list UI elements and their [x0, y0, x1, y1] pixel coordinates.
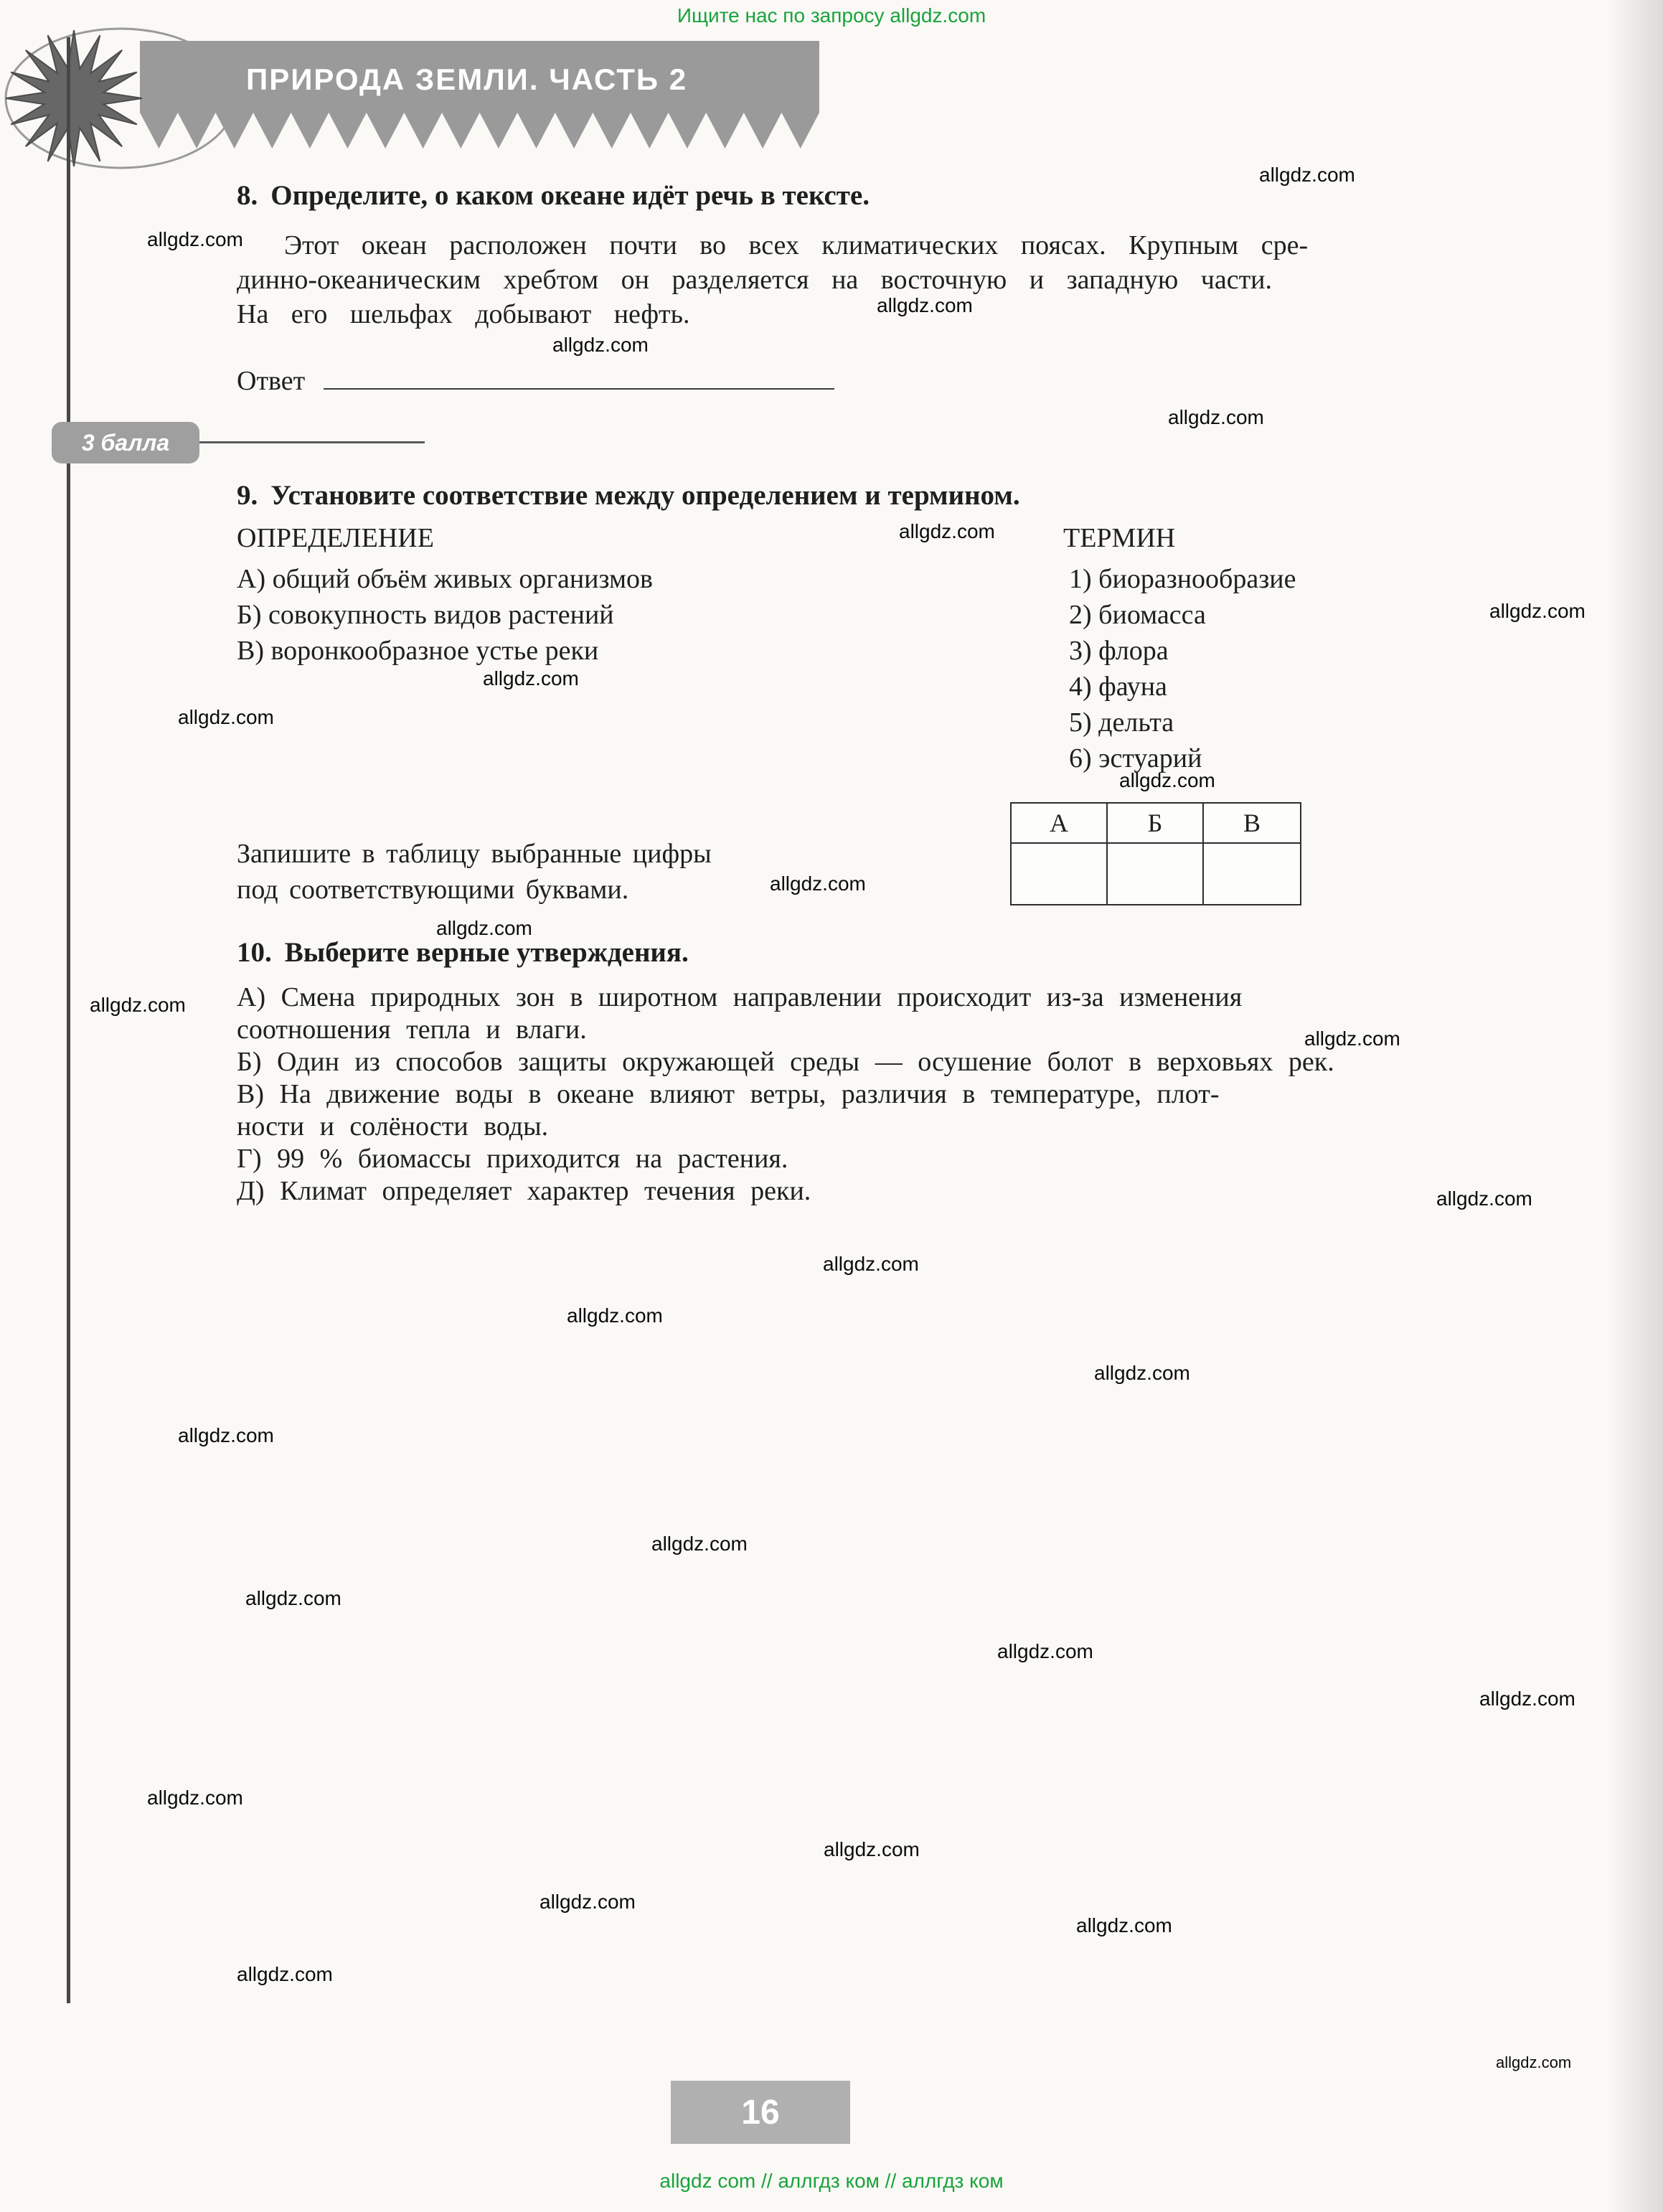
- definition-item: В) воронкообразное устье реки: [237, 636, 599, 666]
- scan-edge-shadow: [1607, 0, 1663, 2212]
- match-table-header-cell: А: [1012, 804, 1108, 844]
- task9-instruction: [237, 836, 712, 908]
- score-badge: 3 балла: [52, 422, 199, 463]
- task10-statement-line: соотношения тепла и влаги.: [237, 1015, 587, 1045]
- definition-item: Б) совокупность видов растений: [237, 600, 614, 630]
- watermark: allgdz.com: [1304, 1027, 1400, 1050]
- watermark: allgdz.com: [178, 706, 274, 728]
- watermark: allgdz.com: [237, 1963, 333, 1985]
- task8-heading: [237, 179, 870, 212]
- watermark: allgdz.com: [997, 1640, 1093, 1662]
- answer-label: Ответ: [237, 366, 306, 396]
- watermark: allgdz.com: [824, 1838, 920, 1860]
- page-number: 16: [671, 2081, 850, 2144]
- task10-statement-line: ности и солёности воды.: [237, 1111, 549, 1142]
- task10-statement-line: А) Смена природных зон в широтном направлении происходит из-за изменения: [237, 982, 1243, 1012]
- task8-paragraph-line: динно-океаническим хребтом он разделяется на восточную и западную части.: [237, 265, 1273, 295]
- match-table-header-cell: Б: [1108, 804, 1204, 844]
- watermark: allgdz.com: [1479, 1688, 1575, 1710]
- watermark: allgdz.com: [147, 228, 243, 250]
- match-table-answer-cell: [1204, 844, 1300, 904]
- watermark: allgdz.com: [651, 1533, 748, 1555]
- match-table-answer-row: [1012, 844, 1300, 904]
- match-table-header-row: [1012, 804, 1300, 844]
- watermark: allgdz.com: [877, 294, 973, 316]
- watermark: allgdz.com: [90, 994, 186, 1016]
- watermark: allgdz.com: [1496, 2053, 1572, 2071]
- definitions-column-header: ОПРЕДЕЛЕНИЕ: [237, 523, 434, 553]
- watermark: allgdz.com: [567, 1304, 663, 1327]
- terms-column-header: ТЕРМИН: [1063, 523, 1176, 553]
- margin-rule: [67, 37, 70, 2003]
- match-table-answer-cell: [1012, 844, 1108, 904]
- footer-links: allgdz com // аллгдз ком // аллгдз ком: [659, 2170, 1004, 2192]
- task8-number: 8.: [237, 180, 258, 211]
- task9-instruction-line: под соответствующими буквами.: [237, 875, 629, 905]
- watermark: allgdz.com: [552, 334, 649, 356]
- term-item: 1) биоразнообразие: [1069, 564, 1296, 594]
- task10-number: 10.: [237, 937, 272, 968]
- task9-heading: [237, 479, 1020, 512]
- promo-banner-text: Ищите нас по запросу allgdz.com: [677, 4, 986, 27]
- watermark: allgdz.com: [245, 1587, 341, 1609]
- definitions-list: [237, 561, 653, 669]
- watermark: allgdz.com: [147, 1787, 243, 1809]
- watermark: allgdz.com: [770, 872, 866, 895]
- watermark: allgdz.com: [1168, 406, 1264, 428]
- match-table-answer-cell: [1108, 844, 1204, 904]
- task8-paragraph-line: Этот океан расположен почти во всех климатических поясах. Крупным сре-: [284, 230, 1309, 260]
- task10-title: Выберите верные утверждения.: [284, 937, 689, 968]
- watermark: allgdz.com: [1119, 769, 1215, 791]
- watermark: allgdz.com: [1436, 1187, 1532, 1210]
- task10-heading: [237, 936, 689, 969]
- watermark: allgdz.com: [483, 667, 579, 690]
- watermark: allgdz.com: [178, 1424, 274, 1446]
- task10-statement-line: Б) Один из способов защиты окружающей среды — осушение болот в верховьях рек.: [237, 1047, 1334, 1077]
- watermark: allgdz.com: [1094, 1362, 1190, 1384]
- watermark: allgdz.com: [540, 1891, 636, 1913]
- match-answer-table: [1010, 802, 1301, 905]
- task8-paragraph-line: На его шельфах добывают нефть.: [237, 299, 690, 329]
- terms-list: [1069, 561, 1296, 776]
- match-table-header-cell: В: [1204, 804, 1300, 844]
- watermark: allgdz.com: [1489, 600, 1586, 622]
- task9-number: 9.: [237, 480, 258, 511]
- task10-statement-line: В) На движение воды в океане влияют ветры, различия в температуре, плот-: [237, 1079, 1220, 1109]
- watermark: allgdz.com: [899, 520, 995, 542]
- term-item: 5) дельта: [1069, 707, 1174, 738]
- term-item: 6) эстуарий: [1069, 743, 1202, 773]
- term-item: 2) биомасса: [1069, 600, 1206, 630]
- watermark: allgdz.com: [436, 917, 532, 939]
- score-badge-rule: [199, 441, 425, 443]
- task10-statements: [237, 982, 1499, 1208]
- watermark: allgdz.com: [1259, 164, 1355, 186]
- task8-paragraph: [237, 228, 1499, 331]
- definition-item: А) общий объём живых организмов: [237, 564, 653, 594]
- term-item: 4) фауна: [1069, 672, 1167, 702]
- chapter-title: ПРИРОДА ЗЕМЛИ. ЧАСТЬ 2: [246, 62, 688, 96]
- task9-instruction-line: Запишите в таблицу выбранные цифры: [237, 839, 712, 869]
- term-item: 3) флора: [1069, 636, 1169, 666]
- answer-blank-line: [324, 362, 834, 390]
- task8-answer-row: [237, 362, 834, 397]
- task10-statement-line: Г) 99 % биомассы приходится на растения.: [237, 1144, 788, 1174]
- watermark: allgdz.com: [823, 1253, 919, 1275]
- task10-statement-line: Д) Климат определяет характер течения реки.: [237, 1176, 811, 1206]
- starburst-icon: [0, 23, 244, 181]
- task9-title: Установите соответствие между определением и термином.: [270, 480, 1020, 511]
- watermark: allgdz.com: [1076, 1914, 1172, 1936]
- task8-title: Определите, о каком океане идёт речь в тексте.: [270, 180, 870, 211]
